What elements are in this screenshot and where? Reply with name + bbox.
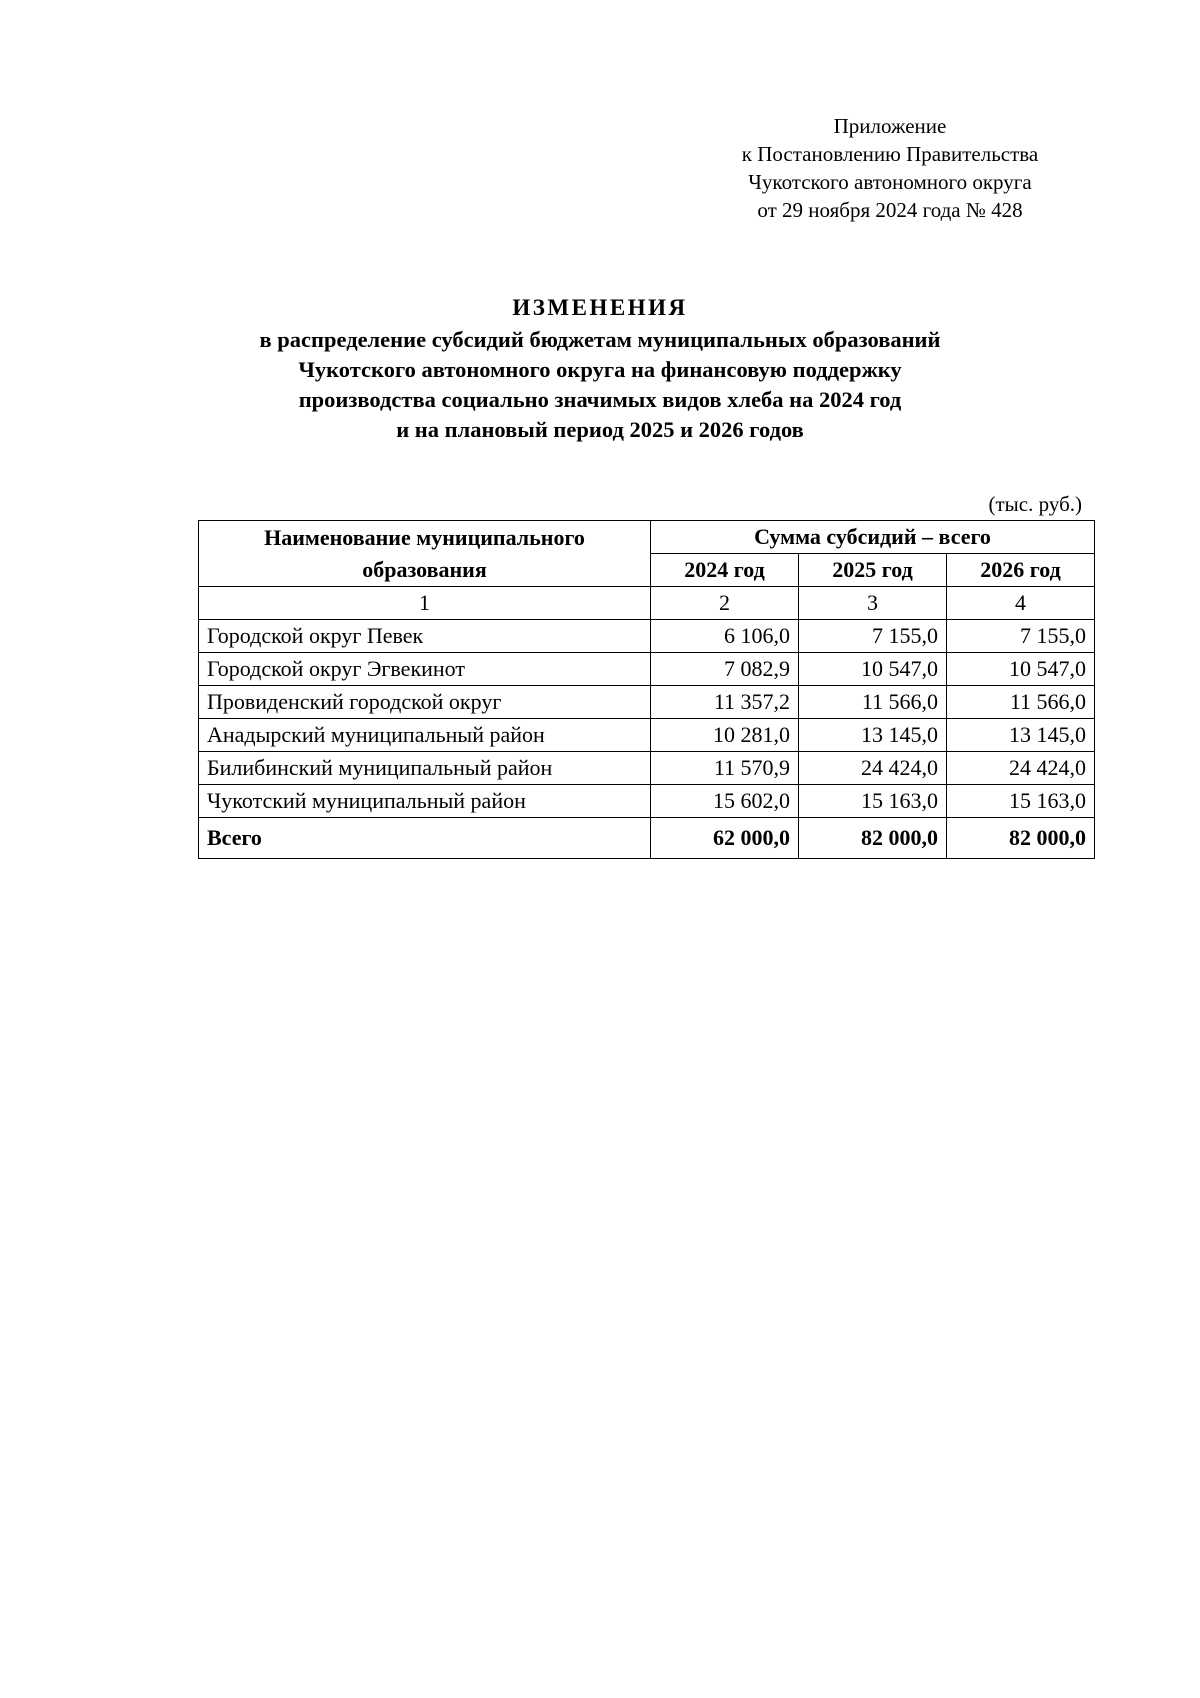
- title-line: производства социально значимых видов хлеба на 2024 год: [298, 387, 902, 412]
- row-value-2024: 11 357,2: [651, 686, 799, 719]
- row-value-2024: 10 281,0: [651, 719, 799, 752]
- appendix-line: Чукотского автономного округа: [748, 170, 1032, 194]
- title-line: в распределение субсидий бюджетам муниципальных образований: [259, 327, 941, 352]
- table-row: [199, 686, 1095, 719]
- row-value-2025: 10 547,0: [799, 653, 947, 686]
- appendix-block: [700, 112, 1080, 224]
- row-value-2025: 13 145,0: [799, 719, 947, 752]
- total-value-2025: 82 000,0: [799, 818, 947, 859]
- row-value-2024: 6 106,0: [651, 620, 799, 653]
- appendix-line: Приложение: [833, 114, 947, 138]
- header-year-2026: 2026 год: [947, 554, 1095, 587]
- row-value-2026: 13 145,0: [947, 719, 1095, 752]
- table-row: [199, 653, 1095, 686]
- total-row: [199, 818, 1095, 859]
- row-value-2026: 7 155,0: [947, 620, 1095, 653]
- table-row: [199, 620, 1095, 653]
- row-name: Провиденский городской округ: [199, 686, 651, 719]
- document-title: [150, 293, 1050, 445]
- row-value-2025: 11 566,0: [799, 686, 947, 719]
- header-year-2024: 2024 год: [651, 554, 799, 587]
- row-value-2025: 24 424,0: [799, 752, 947, 785]
- units-label: (тыс. руб.): [988, 492, 1082, 516]
- row-value-2026: 24 424,0: [947, 752, 1095, 785]
- header-year-2025: 2025 год: [799, 554, 947, 587]
- row-value-2025: 7 155,0: [799, 620, 947, 653]
- subsidies-table: [198, 520, 1095, 859]
- total-value-2026: 82 000,0: [947, 818, 1095, 859]
- header-name: Наименование муниципального образования: [199, 521, 651, 587]
- column-number: 1: [199, 587, 651, 620]
- total-value-2024: 62 000,0: [651, 818, 799, 859]
- title-line: и на плановый период 2025 и 2026 годов: [396, 417, 804, 442]
- row-value-2024: 15 602,0: [651, 785, 799, 818]
- header-sum: Сумма субсидий – всего: [651, 521, 1095, 554]
- title-heading: ИЗМЕНЕНИЯ: [512, 295, 688, 320]
- row-value-2026: 15 163,0: [947, 785, 1095, 818]
- table-header-row: [199, 521, 1095, 554]
- row-name: Чукотский муниципальный район: [199, 785, 651, 818]
- appendix-line: от 29 ноября 2024 года № 428: [757, 198, 1023, 222]
- title-line: Чукотского автономного округа на финансовую поддержку: [298, 357, 902, 382]
- row-value-2024: 7 082,9: [651, 653, 799, 686]
- table-row: [199, 785, 1095, 818]
- column-numbers-row: [199, 587, 1095, 620]
- row-name: Анадырский муниципальный район: [199, 719, 651, 752]
- column-number: 4: [947, 587, 1095, 620]
- row-value-2024: 11 570,9: [651, 752, 799, 785]
- row-value-2025: 15 163,0: [799, 785, 947, 818]
- row-name: Городской округ Певек: [199, 620, 651, 653]
- table-row: [199, 719, 1095, 752]
- column-number: 2: [651, 587, 799, 620]
- total-label: Всего: [199, 818, 651, 859]
- row-name: Билибинский муниципальный район: [199, 752, 651, 785]
- row-value-2026: 10 547,0: [947, 653, 1095, 686]
- column-number: 3: [799, 587, 947, 620]
- appendix-line: к Постановлению Правительства: [741, 142, 1039, 166]
- table-row: [199, 752, 1095, 785]
- row-value-2026: 11 566,0: [947, 686, 1095, 719]
- row-name: Городской округ Эгвекинот: [199, 653, 651, 686]
